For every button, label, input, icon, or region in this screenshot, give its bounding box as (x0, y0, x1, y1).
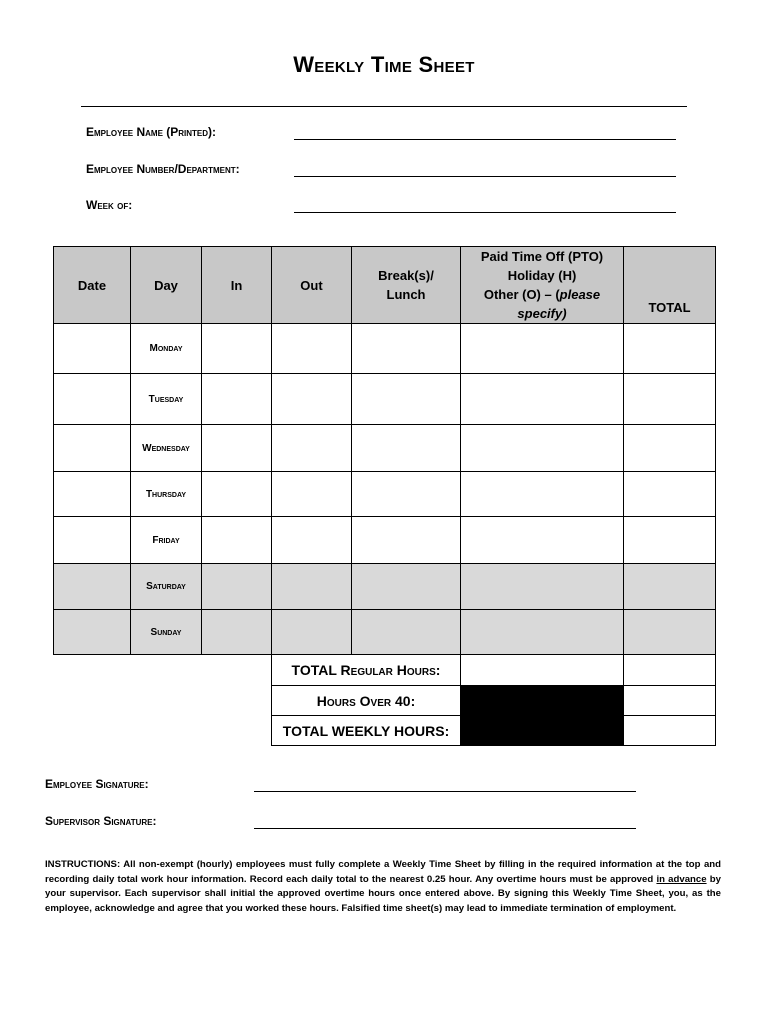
instructions-text (45, 858, 721, 916)
pto-cell[interactable] (461, 610, 624, 655)
hours-over-40-row (54, 686, 716, 716)
date-cell[interactable] (54, 472, 131, 517)
in-header: In (202, 247, 272, 324)
date-cell[interactable] (54, 517, 131, 564)
page-title: Weekly Time Sheet (293, 52, 475, 77)
pto-header-line4: specify) (517, 306, 567, 321)
out-cell[interactable] (272, 374, 352, 425)
out-cell[interactable] (272, 472, 352, 517)
pto-cell[interactable] (461, 564, 624, 610)
out-header: Out (272, 247, 352, 324)
date-cell[interactable] (54, 425, 131, 472)
table-row-friday (54, 517, 716, 564)
summary-spacer (54, 655, 272, 686)
blacked-out-cell (461, 686, 624, 716)
table-row-monday (54, 324, 716, 374)
breaks-cell[interactable] (352, 564, 461, 610)
total-regular-row (54, 655, 716, 686)
total-regular-cell[interactable] (624, 655, 716, 686)
in-cell[interactable] (202, 324, 272, 374)
pto-cell[interactable] (461, 425, 624, 472)
time-sheet-table (53, 246, 716, 746)
total-cell[interactable] (624, 374, 716, 425)
day-cell-friday: Friday (131, 517, 202, 564)
total-regular-pto-cell[interactable] (461, 655, 624, 686)
breaks-cell[interactable] (352, 374, 461, 425)
in-cell[interactable] (202, 425, 272, 472)
pto-cell[interactable] (461, 517, 624, 564)
employee-signature-field[interactable] (254, 791, 636, 792)
supervisor-signature-field[interactable] (254, 828, 636, 829)
total-header: TOTAL (624, 247, 716, 324)
out-cell[interactable] (272, 564, 352, 610)
instructions-part1: INSTRUCTIONS: All non-exempt (hourly) employees must fully complete a Weekly Time Sheet by filling in the required information at the top and recording daily total work hour information. Record each daily total to the nearest 0.25 hour. Any overtime hours must be approved (45, 859, 721, 885)
pto-cell[interactable] (461, 324, 624, 374)
table-row-saturday (54, 564, 716, 610)
employee-number-label: Employee Number/Department: (86, 162, 240, 176)
total-cell[interactable] (624, 610, 716, 655)
total-weekly-cell[interactable] (624, 716, 716, 746)
summary-spacer (54, 686, 272, 716)
day-cell-tuesday: Tuesday (131, 374, 202, 425)
date-header: Date (54, 247, 131, 324)
out-cell[interactable] (272, 324, 352, 374)
title-divider (81, 106, 687, 107)
employee-signature-label: Employee Signature: (45, 777, 149, 791)
out-cell[interactable] (272, 610, 352, 655)
employee-name-field[interactable] (294, 139, 676, 140)
total-cell[interactable] (624, 324, 716, 374)
hours-over-40-label: Hours Over 40: (272, 686, 461, 716)
pto-header (461, 247, 624, 324)
total-cell[interactable] (624, 472, 716, 517)
table-row-sunday (54, 610, 716, 655)
week-of-field[interactable] (294, 212, 676, 213)
breaks-cell[interactable] (352, 425, 461, 472)
pto-cell[interactable] (461, 472, 624, 517)
pto-header-line1: Paid Time Off (PTO) (480, 249, 604, 264)
summary-spacer (54, 716, 272, 746)
in-cell[interactable] (202, 564, 272, 610)
week-of-label: Week of: (86, 198, 133, 212)
breaks-header (352, 247, 461, 324)
blacked-out-cell (461, 716, 624, 746)
in-cell[interactable] (202, 472, 272, 517)
day-cell-wednesday: Wednesday (131, 425, 202, 472)
date-cell[interactable] (54, 374, 131, 425)
hours-over-40-cell[interactable] (624, 686, 716, 716)
instructions-part2: by your supervisor. Each supervisor shall initial the approved overtime hours once entered above. By signing this Weekly Time Sheet, you, as the employee, acknowledge and agree that you worked these hours. Falsified time sheet(s) may lead to immediate termination of employment. (45, 873, 721, 914)
out-cell[interactable] (272, 517, 352, 564)
in-cell[interactable] (202, 517, 272, 564)
date-cell[interactable] (54, 610, 131, 655)
employee-name-label: Employee Name (Printed): (86, 125, 217, 139)
total-cell[interactable] (624, 425, 716, 472)
pto-header-line3b: please (559, 287, 601, 302)
date-cell[interactable] (54, 324, 131, 374)
in-cell[interactable] (202, 374, 272, 425)
day-cell-thursday: Thursday (131, 472, 202, 517)
total-regular-label: TOTAL Regular Hours: (272, 655, 461, 686)
breaks-header-line2: Lunch (386, 287, 426, 302)
out-cell[interactable] (272, 425, 352, 472)
day-header: Day (131, 247, 202, 324)
employee-number-field[interactable] (294, 176, 676, 177)
breaks-header-line1: Break(s)/ (378, 268, 434, 283)
pto-header-line2: Holiday (H) (507, 268, 577, 283)
supervisor-signature-label: Supervisor Signature: (45, 814, 157, 828)
day-cell-sunday: Sunday (131, 610, 202, 655)
table-row-wednesday (54, 425, 716, 472)
table-row-thursday (54, 472, 716, 517)
day-cell-saturday: Saturday (131, 564, 202, 610)
total-weekly-row (54, 716, 716, 746)
day-cell-monday: Monday (131, 324, 202, 374)
pto-header-line3a: Other (O) – ( (483, 287, 560, 302)
date-cell[interactable] (54, 564, 131, 610)
in-cell[interactable] (202, 610, 272, 655)
breaks-cell[interactable] (352, 324, 461, 374)
table-row-tuesday (54, 374, 716, 425)
total-weekly-label: TOTAL WEEKLY HOURS: (272, 716, 461, 746)
total-cell[interactable] (624, 517, 716, 564)
breaks-cell[interactable] (352, 610, 461, 655)
breaks-cell[interactable] (352, 472, 461, 517)
breaks-cell[interactable] (352, 517, 461, 564)
total-cell[interactable] (624, 564, 716, 610)
instructions-underlined: in advance (656, 873, 707, 885)
table-header-row (54, 247, 716, 324)
pto-cell[interactable] (461, 374, 624, 425)
